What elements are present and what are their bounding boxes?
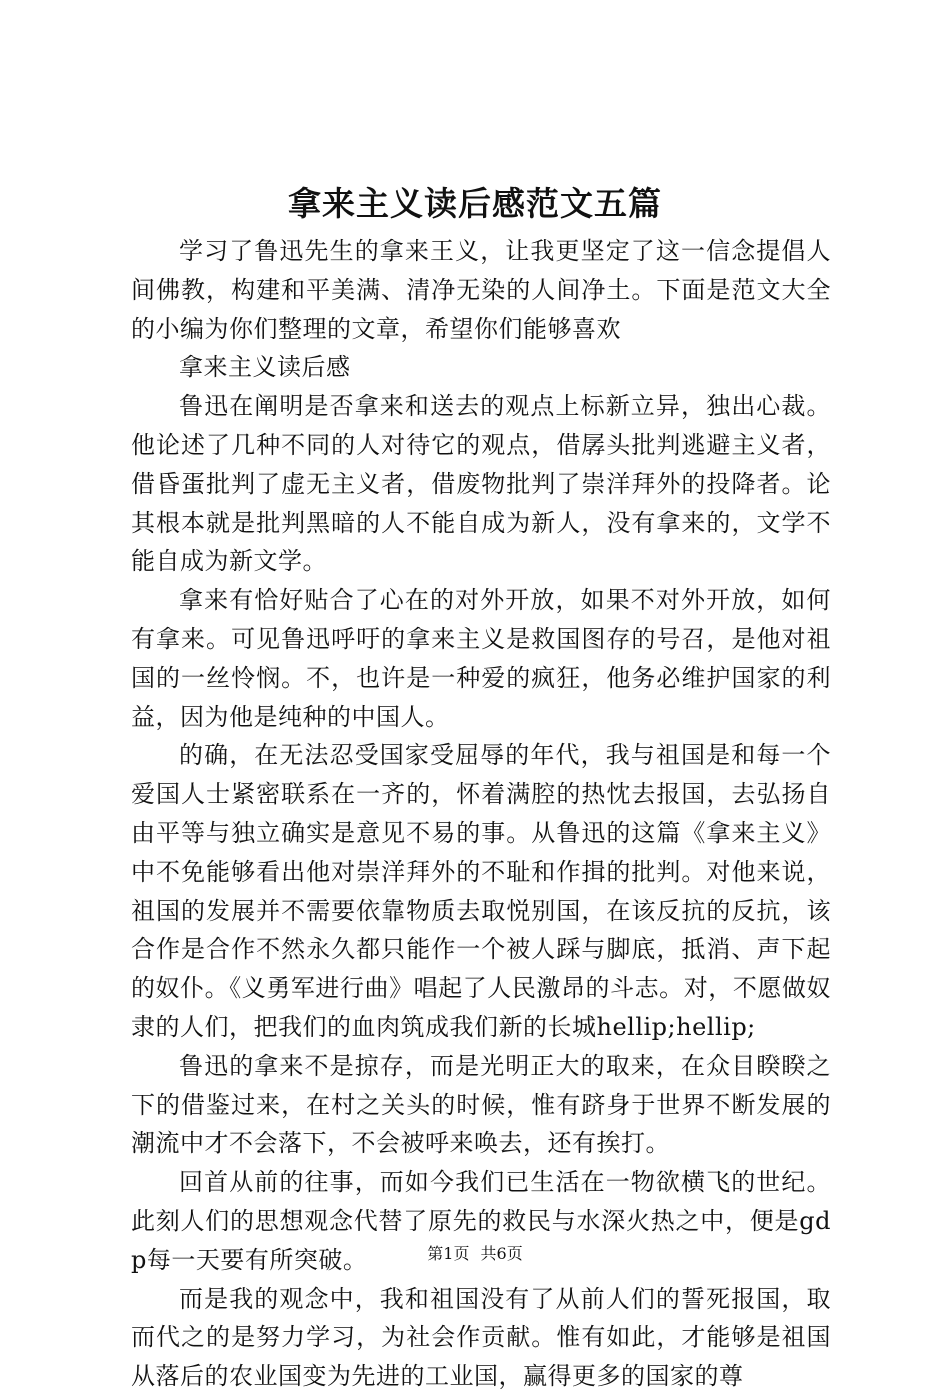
paragraph-intro: 学习了鲁迅先生的拿来王义，让我更坚定了这一信念提倡人间佛教，构建和平美满、清净无染的人间净土。下面是范文大全的小编为你们整理的文章，希望你们能够喜欢 [131,237,831,343]
paragraph-body: 而是我的观念中，我和祖国没有了从前人们的誓死报国，取而代之的是努力学习，为社会作贡献。惟有如此，才能够是祖国从落后的农业国变为先进的工业国，赢得更多的国家的尊 [131,1284,831,1391]
paragraph-body: 鲁迅的拿来不是掠存，而是光明正大的取来，在众目睽睽之下的借鉴过来，在村之关头的时候，惟有跻身于世界不断发展的潮流中才不会落下，不会被呼来唤去，还有挨打。 [131,1051,831,1158]
paragraph-body: 鲁迅在阐明是否拿来和送去的观点上标新立异，独出心裁。他论述了几种不同的人对待它的观点，借孱头批判逃避主义者，借昏蛋批判了虚无主义者，借废物批判了崇洋拜外的投降者。论其根本就是批判黑暗的人不能自成为新人，没有拿来的，文学不能自成为新文学。 [131,392,831,576]
paragraph-body: 回首从前的往事，而如今我们已生活在一物欲横飞的世纪。此刻人们的思想观念代替了原先的救民与水深火热之中，便是gdp每一天要有所突破。 [131,1168,831,1274]
page-footer [0,1243,950,1265]
paragraph-body: 拿来有恰好贴合了心在的对外开放，如果不对外开放，如何有拿来。可见鲁迅呼吁的拿来主义是救国图存的号召，是他对祖国的一丝怜悯。不，也许是一种爱的疯狂，他务必维护国家的利益，因为他是纯种的中国人。 [131,586,831,731]
page-total: 共6页 [480,1244,523,1263]
document-body [131,232,831,1396]
page-number: 第1页 [427,1244,470,1263]
paragraph-body: 的确，在无法忍受国家受屈辱的年代，我与祖国是和每一个爱国人士紧密联系在一齐的，怀着满腔的热忱去报国，去弘扬自由平等与独立确实是意见不易的事。从鲁迅的这篇《拿来主义》中不免能够看出他对崇洋拜外的不耻和作揖的批判。对他来说，祖国的发展并不需要依靠物质去取悦别国，在该反抗的反抗，该合作是合作不然永久都只能作一个被人踩与脚底，抵消、声下起的奴仆。《义勇军进行曲》唱起了人民激昂的斗志。对，不愿做奴隶的人们，把我们的血肉筑成我们新的长城hellip;hellip; [131,741,831,1041]
paragraph-subheading: 拿来主义读后感 [179,353,351,382]
page-title: 拿来主义读后感范文五篇 [288,184,662,223]
